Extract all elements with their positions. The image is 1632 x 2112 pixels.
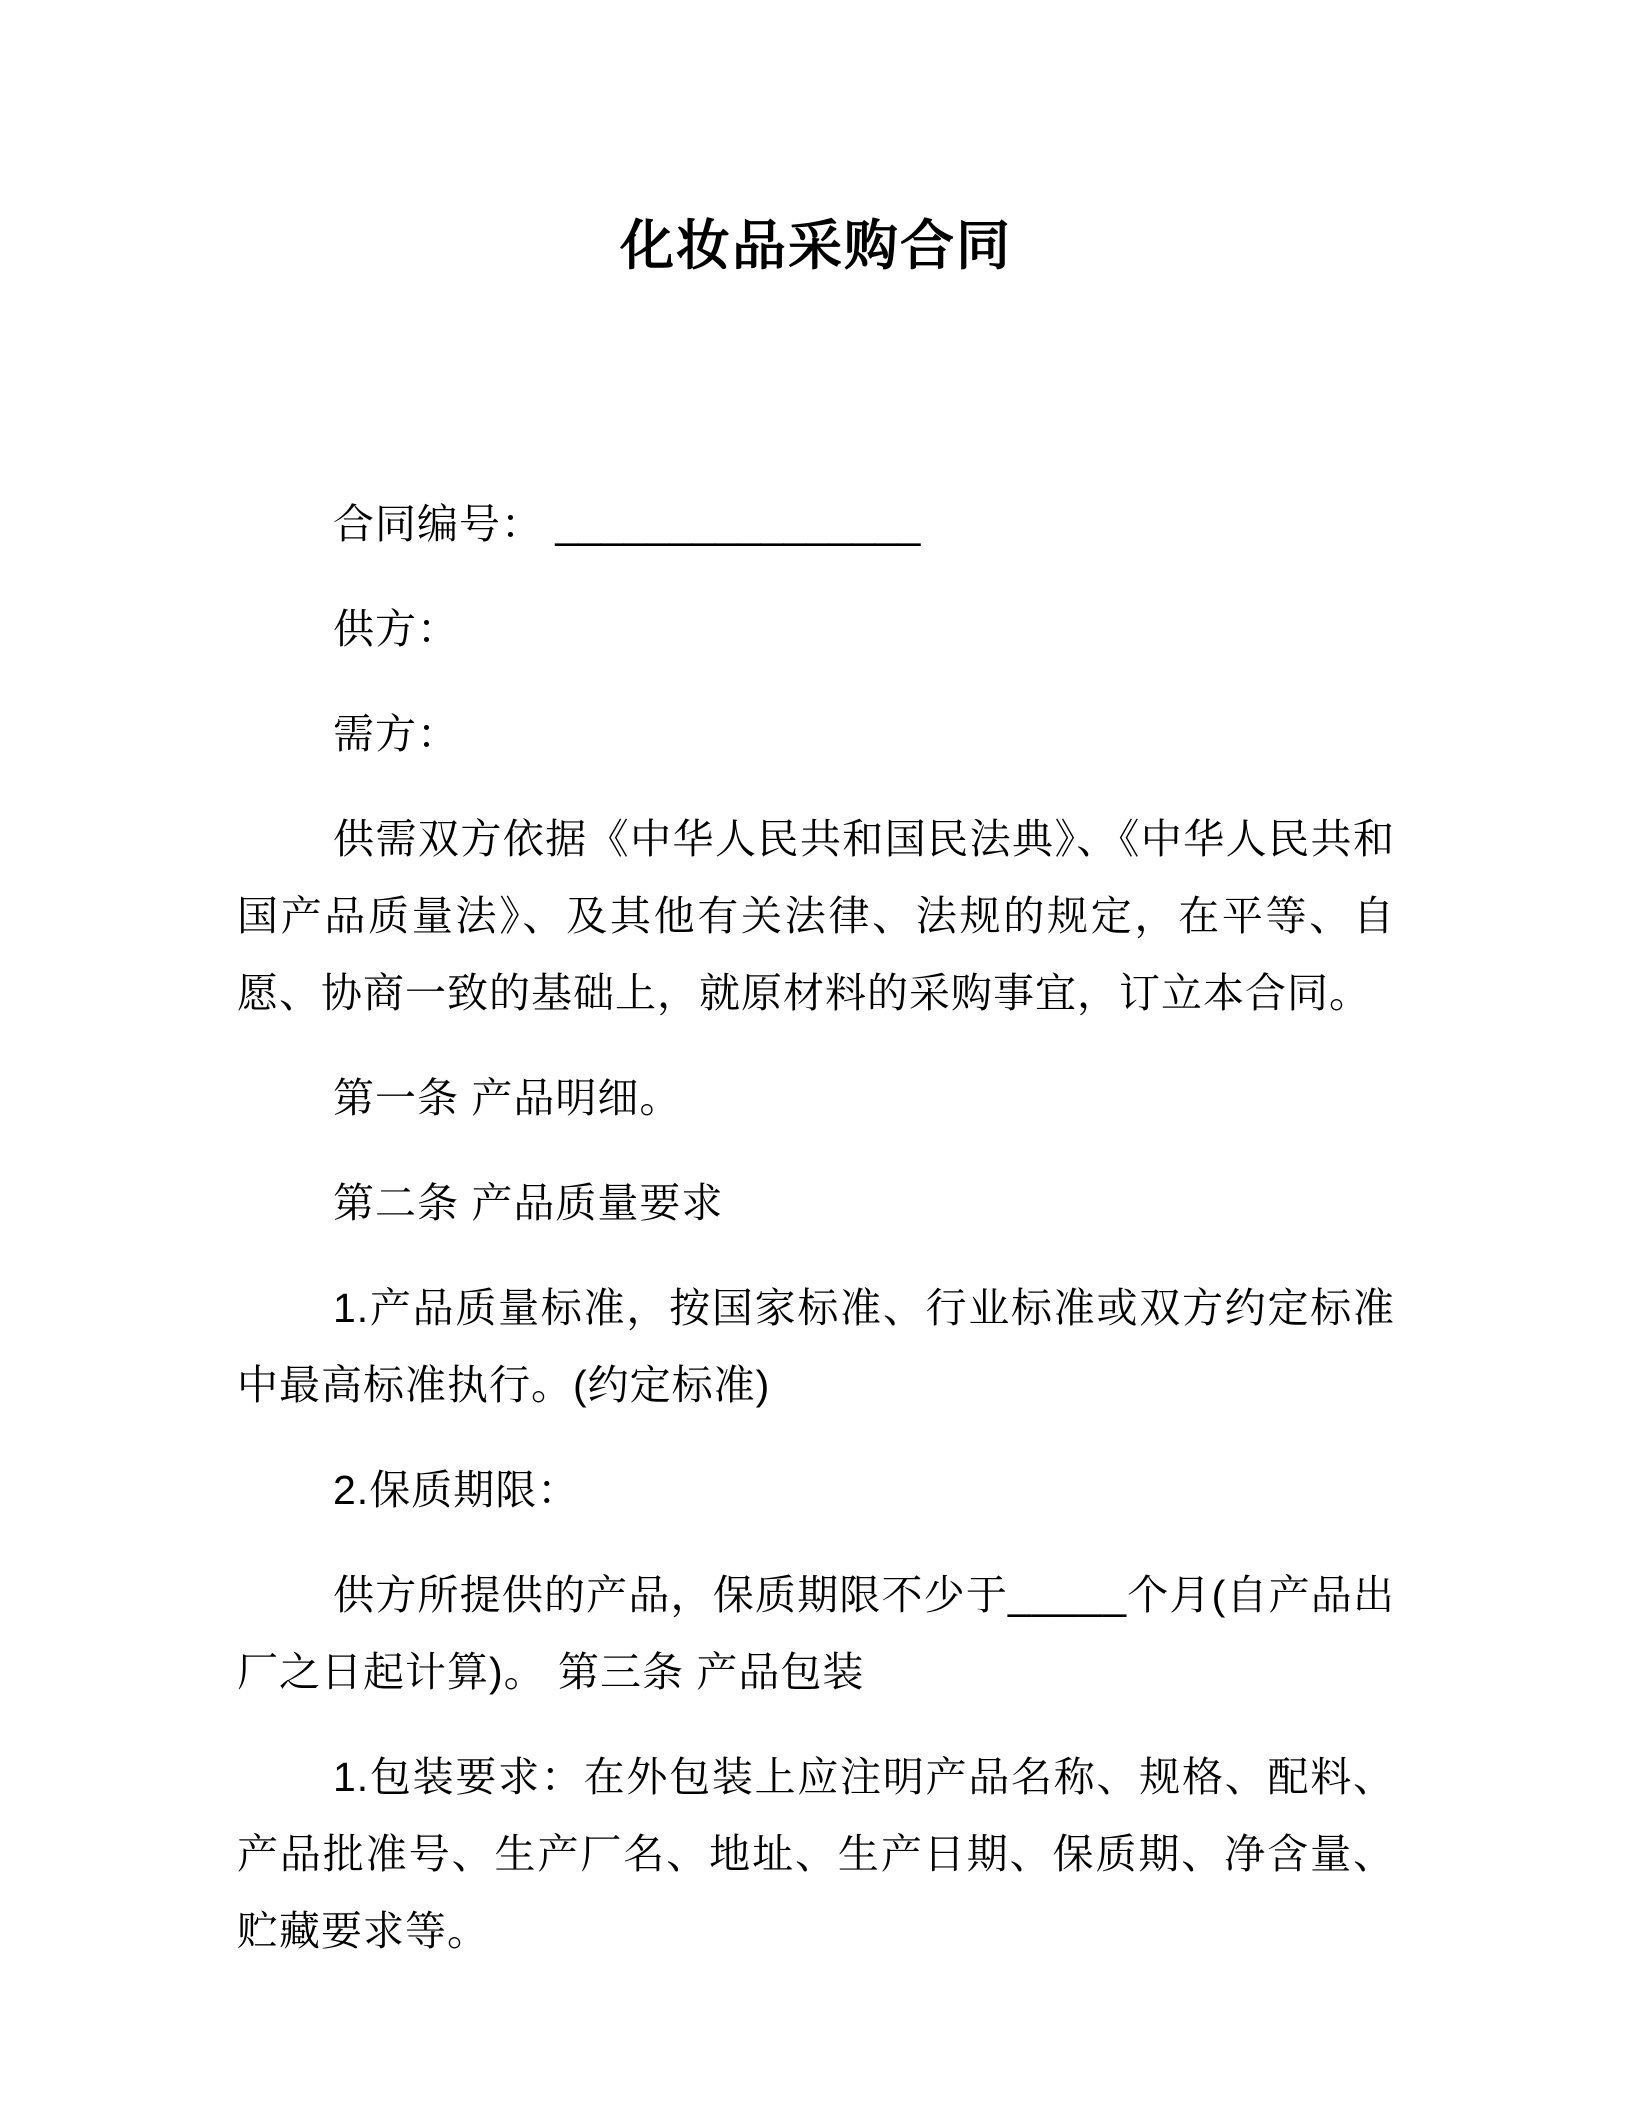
contract-number-label: 合同编号： xyxy=(333,501,543,547)
article-2-heading: 第二条 产品质量要求 xyxy=(333,1180,724,1226)
buyer-line: 需方： xyxy=(333,711,459,757)
article-1-heading: 第一条 产品明细。 xyxy=(333,1075,682,1121)
contract-number-line xyxy=(237,486,1395,563)
document-title: 化妆品采购合同 xyxy=(620,216,1012,276)
packaging-paragraph: 1.包装要求：在外包装上应注明产品名称、规格、配料、产品批准号、生产厂名、地址、生产日期、保质期、净含量、贮藏要求等。 xyxy=(237,1754,1395,1954)
quality-standard-paragraph: 1.产品质量标准，按国家标准、行业标准或双方约定标准中最高标准执行。(约定标准) xyxy=(237,1285,1395,1408)
contract-number-blank: ________________ xyxy=(555,501,921,547)
shelf-life-heading: 2.保质期限： xyxy=(333,1467,580,1513)
supplier-line: 供方： xyxy=(333,606,459,652)
shelf-life-paragraph: 供方所提供的产品，保质期限不少于_____个月(自产品出厂之日起计算)。 第三条 产品包装 xyxy=(237,1572,1395,1695)
preamble-paragraph: 供需双方依据《中华人民共和国民法典》、《中华人民共和国产品质量法》、及其他有关法律、法规的规定，在平等、自愿、协商一致的基础上，就原材料的采购事宜，订立本合同。 xyxy=(237,816,1395,1016)
